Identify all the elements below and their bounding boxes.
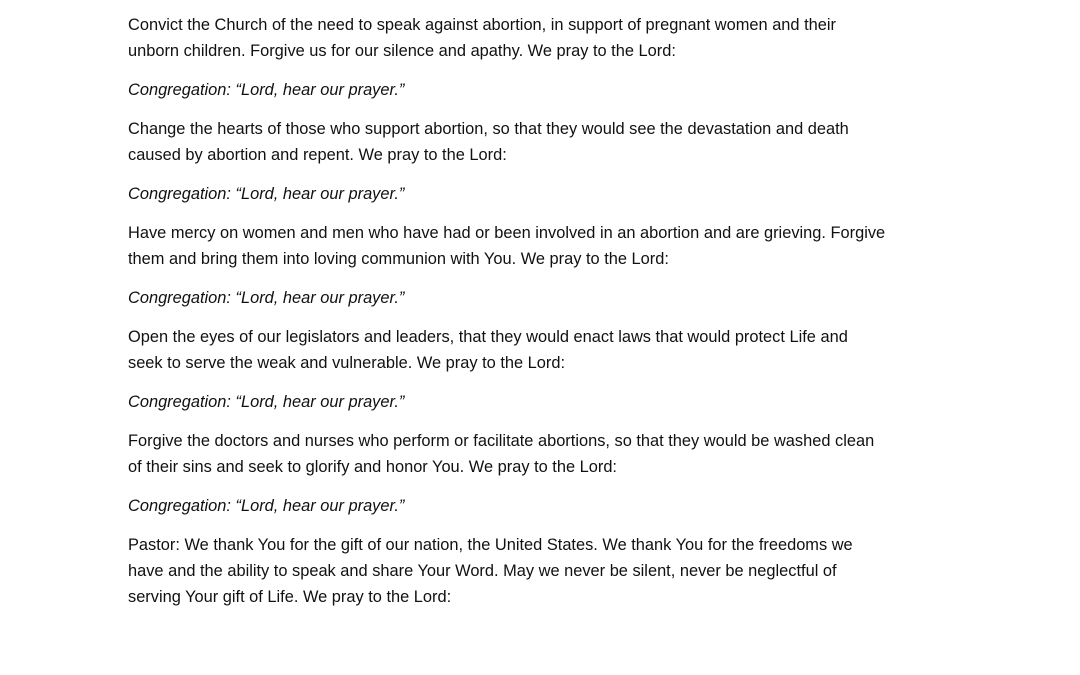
prayer-text bbox=[128, 12, 968, 623]
congregation-response: Congregation: “Lord, hear our prayer.” bbox=[128, 185, 405, 203]
congregation-response: Congregation: “Lord, hear our prayer.” bbox=[128, 393, 405, 411]
petition-paragraph: Change the hearts of those who support abortion, so that they would see the devastation and death caused by abortion and repent. We pray to the Lord: bbox=[128, 120, 849, 164]
congregation-response: Congregation: “Lord, hear our prayer.” bbox=[128, 289, 405, 307]
congregation-response: Congregation: “Lord, hear our prayer.” bbox=[128, 81, 405, 99]
petition-paragraph: Convict the Church of the need to speak against abortion, in support of pregnant women and their unborn children. Forgive us for our silence and apathy. We pray to the Lord: bbox=[128, 16, 836, 60]
petition-paragraph: Have mercy on women and men who have had or been involved in an abortion and are grieving. Forgive them and bring them into loving communion with You. We pray to the Lord: bbox=[128, 224, 886, 268]
petition-paragraph: Forgive the doctors and nurses who perform or facilitate abortions, so that they would be washed clean of their sins and seek to glorify and honor You. We pray to the Lord: bbox=[128, 432, 875, 476]
congregation-response: Congregation: “Lord, hear our prayer.” bbox=[128, 497, 405, 515]
petition-paragraph: Open the eyes of our legislators and leaders, that they would enact laws that would protect Life and seek to serve the weak and vulnerable. We pray to the Lord: bbox=[128, 328, 848, 372]
pastor-paragraph: Pastor: We thank You for the gift of our nation, the United States. We thank You for the freedoms we have and the ability to speak and share Your Word. May we never be silent, never be neglectful of serving Your gift of Life. We pray to the Lord: bbox=[128, 536, 853, 606]
